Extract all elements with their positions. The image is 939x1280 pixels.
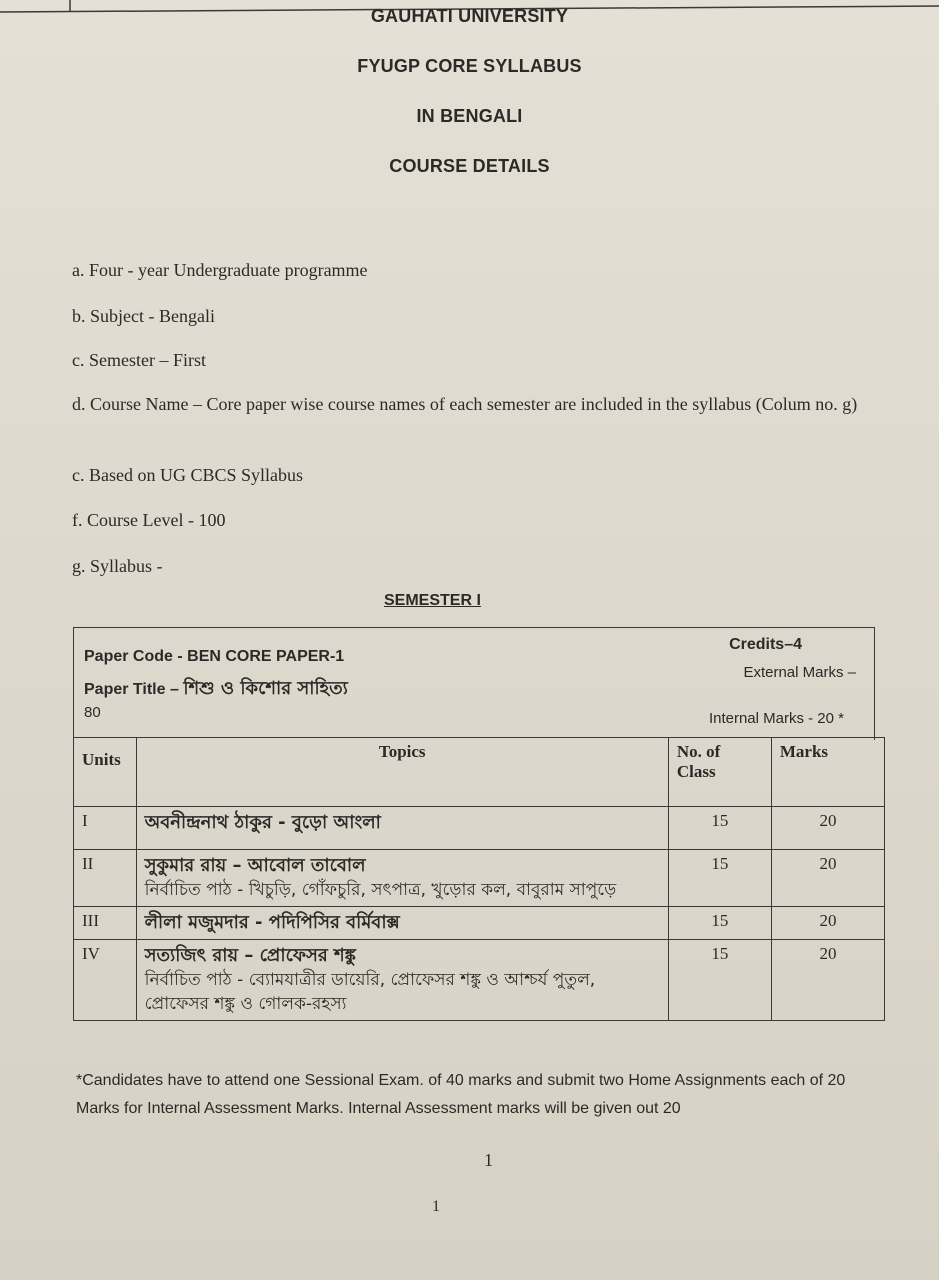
unit-cell: I xyxy=(74,807,137,850)
paper-code: Paper Code - BEN CORE PAPER-1 xyxy=(84,648,345,665)
detail-course-level: f. Course Level - 100 xyxy=(72,510,226,530)
internal-marks: Internal Marks - 20 * xyxy=(708,710,844,727)
detail-programme: a. Four - year Undergraduate programme xyxy=(72,260,368,280)
table-row xyxy=(74,940,885,1021)
topic-lead: লীলা মজুমদার - পদিপিসির বর্মিবাক্স xyxy=(144,912,400,933)
topic-lead: সুকুমার রায় – আবোল তাবোল xyxy=(144,855,366,876)
paper-title xyxy=(84,674,348,705)
paper-info-box xyxy=(73,627,875,740)
marks-cell: 20 xyxy=(771,807,884,850)
classes-cell: 15 xyxy=(668,807,771,850)
detail-semester: c. Semester – First xyxy=(72,350,206,370)
table-row xyxy=(74,807,885,850)
footnote: *Candidates have to attend one Sessional Exam. of 40 marks and submit two Home Assignments each of 20 Marks for Internal Assessment Marks. Internal Assessment marks will be given out 20 xyxy=(76,1072,846,1117)
table-row xyxy=(74,850,885,907)
page-number-footer: 1 xyxy=(432,1198,440,1215)
classes-cell: 15 xyxy=(668,850,771,907)
external-marks-value: 80 xyxy=(84,704,101,721)
marks-cell: 20 xyxy=(771,850,884,907)
detail-based-on: c. Based on UG CBCS Syllabus xyxy=(72,465,304,485)
external-marks-label: External Marks – xyxy=(743,664,856,681)
header-units: Units xyxy=(74,738,137,807)
syllabus-title: FYUGP CORE SYLLABUS xyxy=(357,56,582,76)
detail-subject: b. Subject - Bengali xyxy=(72,306,215,326)
university-title: GAUHATI UNIVERSITY xyxy=(370,6,569,26)
header-topics: Topics xyxy=(136,738,668,807)
header-classes: No. of Class xyxy=(668,738,771,807)
topic-cell xyxy=(136,850,668,907)
table-row xyxy=(74,907,885,940)
language-title: IN BENGALI xyxy=(416,106,523,126)
unit-cell: II xyxy=(74,850,137,907)
credits: Credits–4 xyxy=(729,636,802,653)
unit-cell: IV xyxy=(74,940,137,1021)
detail-course-name: d. Course Name – Core paper wise course names of each semester are included in the syllabus (Colum no. g) xyxy=(72,394,858,414)
topic-cell xyxy=(136,907,668,940)
classes-cell: 15 xyxy=(668,940,771,1021)
semester-title: SEMESTER I xyxy=(384,592,481,609)
marks-cell: 20 xyxy=(771,907,884,940)
topic-lead: অবনীন্দ্রনাথ ঠাকুর - বুড়ো আংলা xyxy=(144,812,381,833)
marks-cell: 20 xyxy=(771,940,884,1021)
paper-title-prefix: Paper Title – xyxy=(84,681,179,698)
detail-syllabus: g. Syllabus - xyxy=(72,556,163,576)
page-number: 1 xyxy=(484,1150,493,1170)
topic-detail: নির্বাচিত পাঠ - খিচুড়ি, গোঁফচুরি, সৎপাত্র, খুড়োর কল, বাবুরাম সাপুড়ে xyxy=(144,880,617,900)
topic-lead: সত্যজিৎ রায় – প্রোফেসর শঙ্কু xyxy=(144,945,356,966)
topic-detail: নির্বাচিত পাঠ - ব্যোমযাত্রীর ডায়েরি, প্রোফেসর শঙ্কু ও আশ্চর্য পুতুল, প্রোফেসর শঙ্কু ও গোলক-রহস্য xyxy=(144,970,596,1014)
classes-cell: 15 xyxy=(668,907,771,940)
unit-cell: III xyxy=(74,907,137,940)
header-marks: Marks xyxy=(771,738,884,807)
section-title: COURSE DETAILS xyxy=(389,156,550,176)
table-header-row xyxy=(74,738,885,807)
topic-cell xyxy=(136,807,668,850)
topic-cell xyxy=(136,940,668,1021)
units-table xyxy=(73,737,885,1021)
paper-title-bengali: শিশু ও কিশোর সাহিত্য xyxy=(183,678,348,699)
